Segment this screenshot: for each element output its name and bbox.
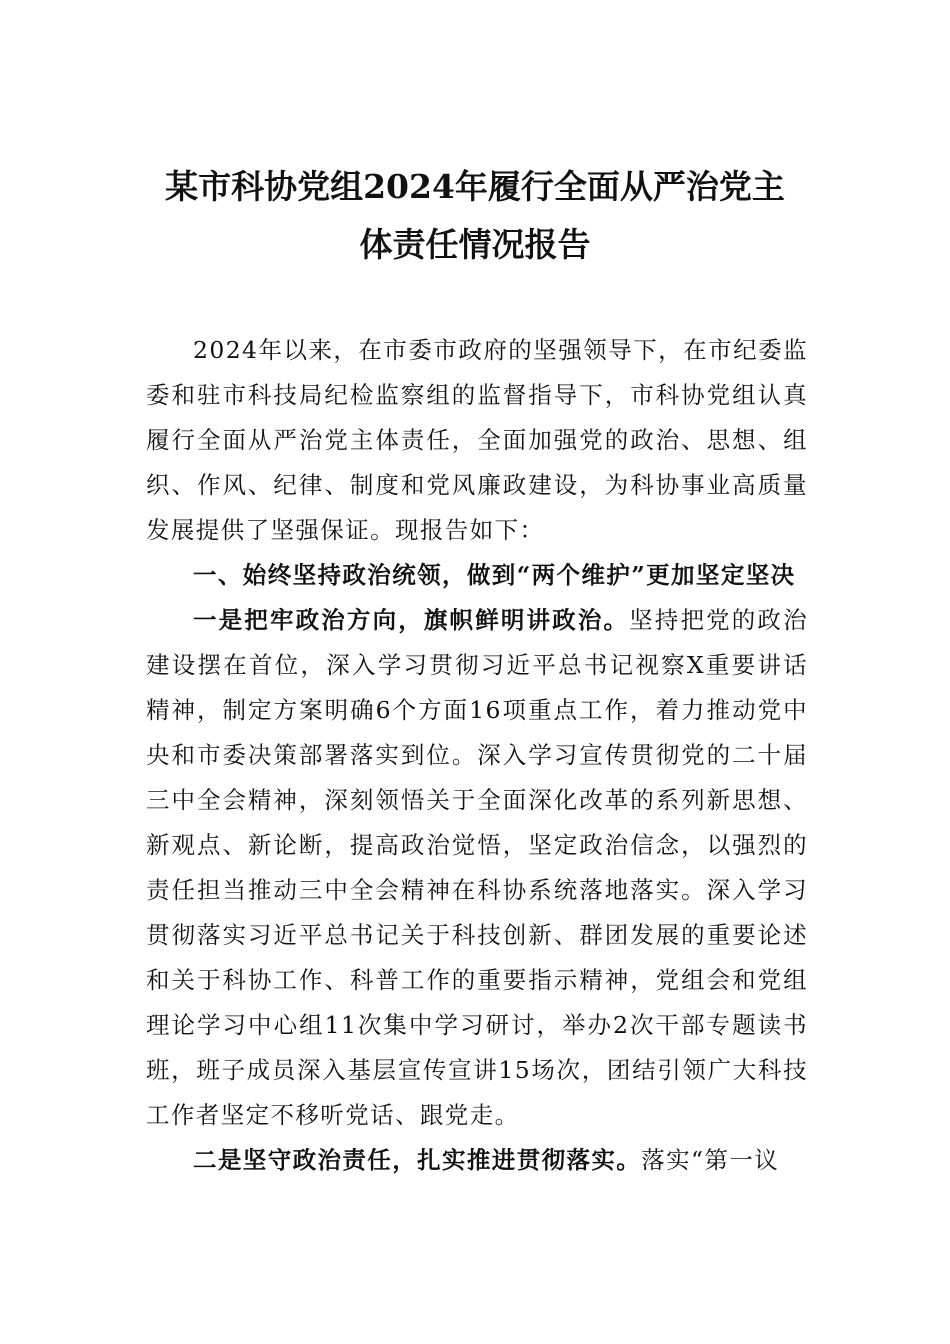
item-1-text: 坚持把党的政治建设摆在首位，深入学习贯彻习近平总书记视察X重要讲话精神，制定方案明确6个方面16项重点工作，着力推动党中央和市委决策部署落实到位。深入学习宣传贯彻党的二十届三中全会精神，深刻领悟关于全面深化改革的系列新思想、新观点、新论断，提高政治觉悟，坚定政治信念，以强烈的责任担当推动三中全会精神在科协系统落地落实。深入学习贯彻落实习近平总书记关于科技创新、群团发展的重要论述和关于科协工作、科普工作的重要指示精神，党组会和党组理论学习中心组11次集中学习研讨，举办2次干部专题读书班，班子成员深入基层宣传宣讲15场次，团结引领广大科技工作者坚定不移听党话、跟党走。 [146, 606, 808, 1129]
document-title [140, 158, 810, 274]
section-1-heading: 一、始终坚持政治统领，做到“两个维护”更加坚定坚决 [193, 561, 796, 589]
document-body [146, 328, 808, 1183]
title-line-1: 某市科协党组2024年履行全面从严治党主 [165, 167, 785, 206]
item-2-paragraph [146, 1138, 808, 1183]
intro-paragraph: 2024年以来，在市委市政府的坚强领导下，在市纪委监委和驻市科技局纪检监察组的监督指导下，市科协党组认真履行全面从严治党主体责任，全面加强党的政治、思想、组织、作风、纪律、制度和党风廉政建设，为科协事业高质量发展提供了坚强保证。现报告如下： [146, 336, 808, 544]
item-2-text: 落实“第一议 [641, 1146, 780, 1174]
item-2-lead: 二是坚守政治责任，扎实推进贯彻落实。 [193, 1146, 642, 1174]
title-line-2: 体责任情况报告 [359, 225, 591, 264]
item-1-paragraph [146, 598, 808, 1138]
item-1-lead: 一是把牢政治方向，旗帜鲜明讲政治。 [193, 606, 630, 634]
